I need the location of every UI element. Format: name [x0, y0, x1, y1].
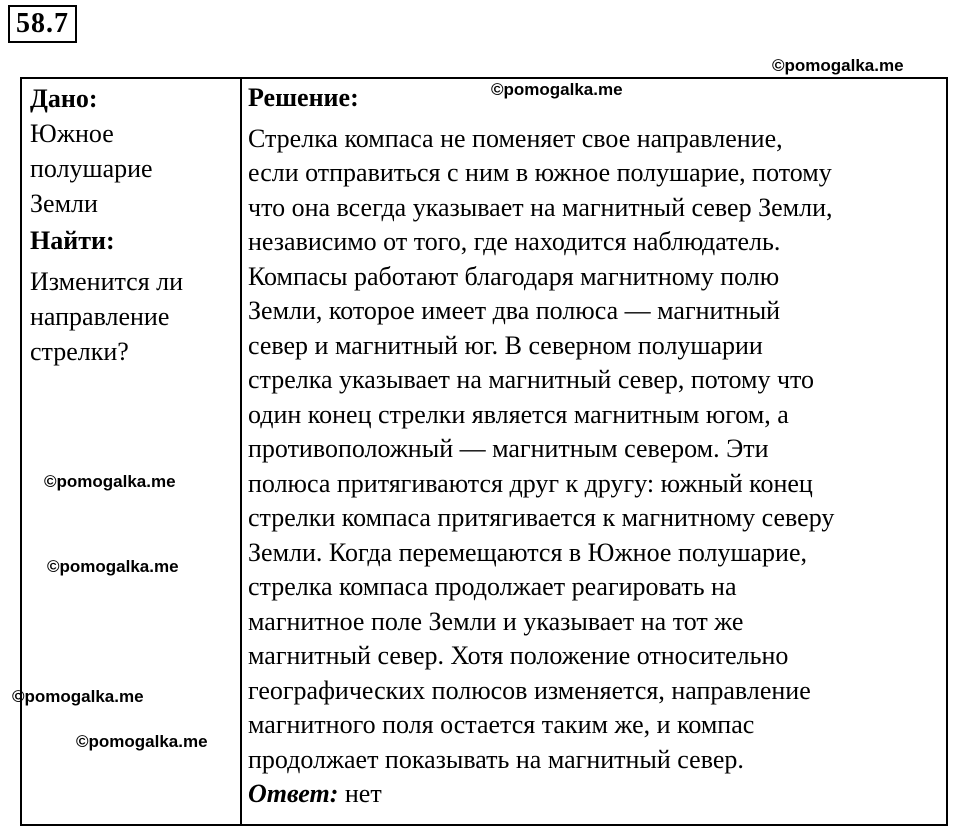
given-heading: Дано:: [30, 84, 98, 113]
answer-label: Ответ:: [248, 779, 339, 808]
problem-number: 58.7: [8, 5, 77, 43]
watermark-top-right: ©pomogalka.me: [772, 56, 904, 75]
watermark-left-1: ©pomogalka.me: [44, 472, 176, 491]
answer-value: нет: [344, 779, 382, 808]
given-column: [30, 81, 236, 369]
watermark-table-top: ©pomogalka.me: [491, 80, 623, 99]
find-heading: Найти:: [30, 226, 115, 255]
watermark-left-4: ©pomogalka.me: [76, 732, 208, 751]
column-divider: [240, 79, 242, 824]
solution-column: [248, 81, 948, 812]
watermark-left-2: ©pomogalka.me: [47, 557, 179, 576]
solution-heading: Решение:: [248, 83, 359, 112]
watermark-left-3: ©pomogalka.me: [12, 687, 144, 706]
solution-text: Стрелка компаса не поменяет свое направление, если отправиться с ним в южное полушарие, потому что она всегда указывает на магнитный север Земли, независимо от того, где находится наблюдатель. Компасы работают благодаря магнитному полю Земли, которое имеет два полюса — магнитный север и магнитный юг. В северном полушарии стрелка указывает на магнитный север, потому что один конец стрелки является магнитным югом, а противоположный — магнитным севером. Эти полюса притягиваются друг к другу: южный конец стрелки компаса притягивается к магнитному северу Земли. Когда перемещаются в Южное полушарие, стрелка компаса продолжает реагировать на магнитное поле Земли и указывает на тот же магнитный север. Хотя положение относительно географических полюсов изменяется, направление магнитного поля остается таким же, и компас продолжает показывать на магнитный север.: [248, 123, 835, 774]
solution-table: [20, 77, 948, 826]
find-question: Изменится ли направление стрелки?: [30, 267, 184, 366]
answer-line: [248, 777, 948, 812]
given-value: Южное полушарие Земли: [30, 119, 153, 218]
